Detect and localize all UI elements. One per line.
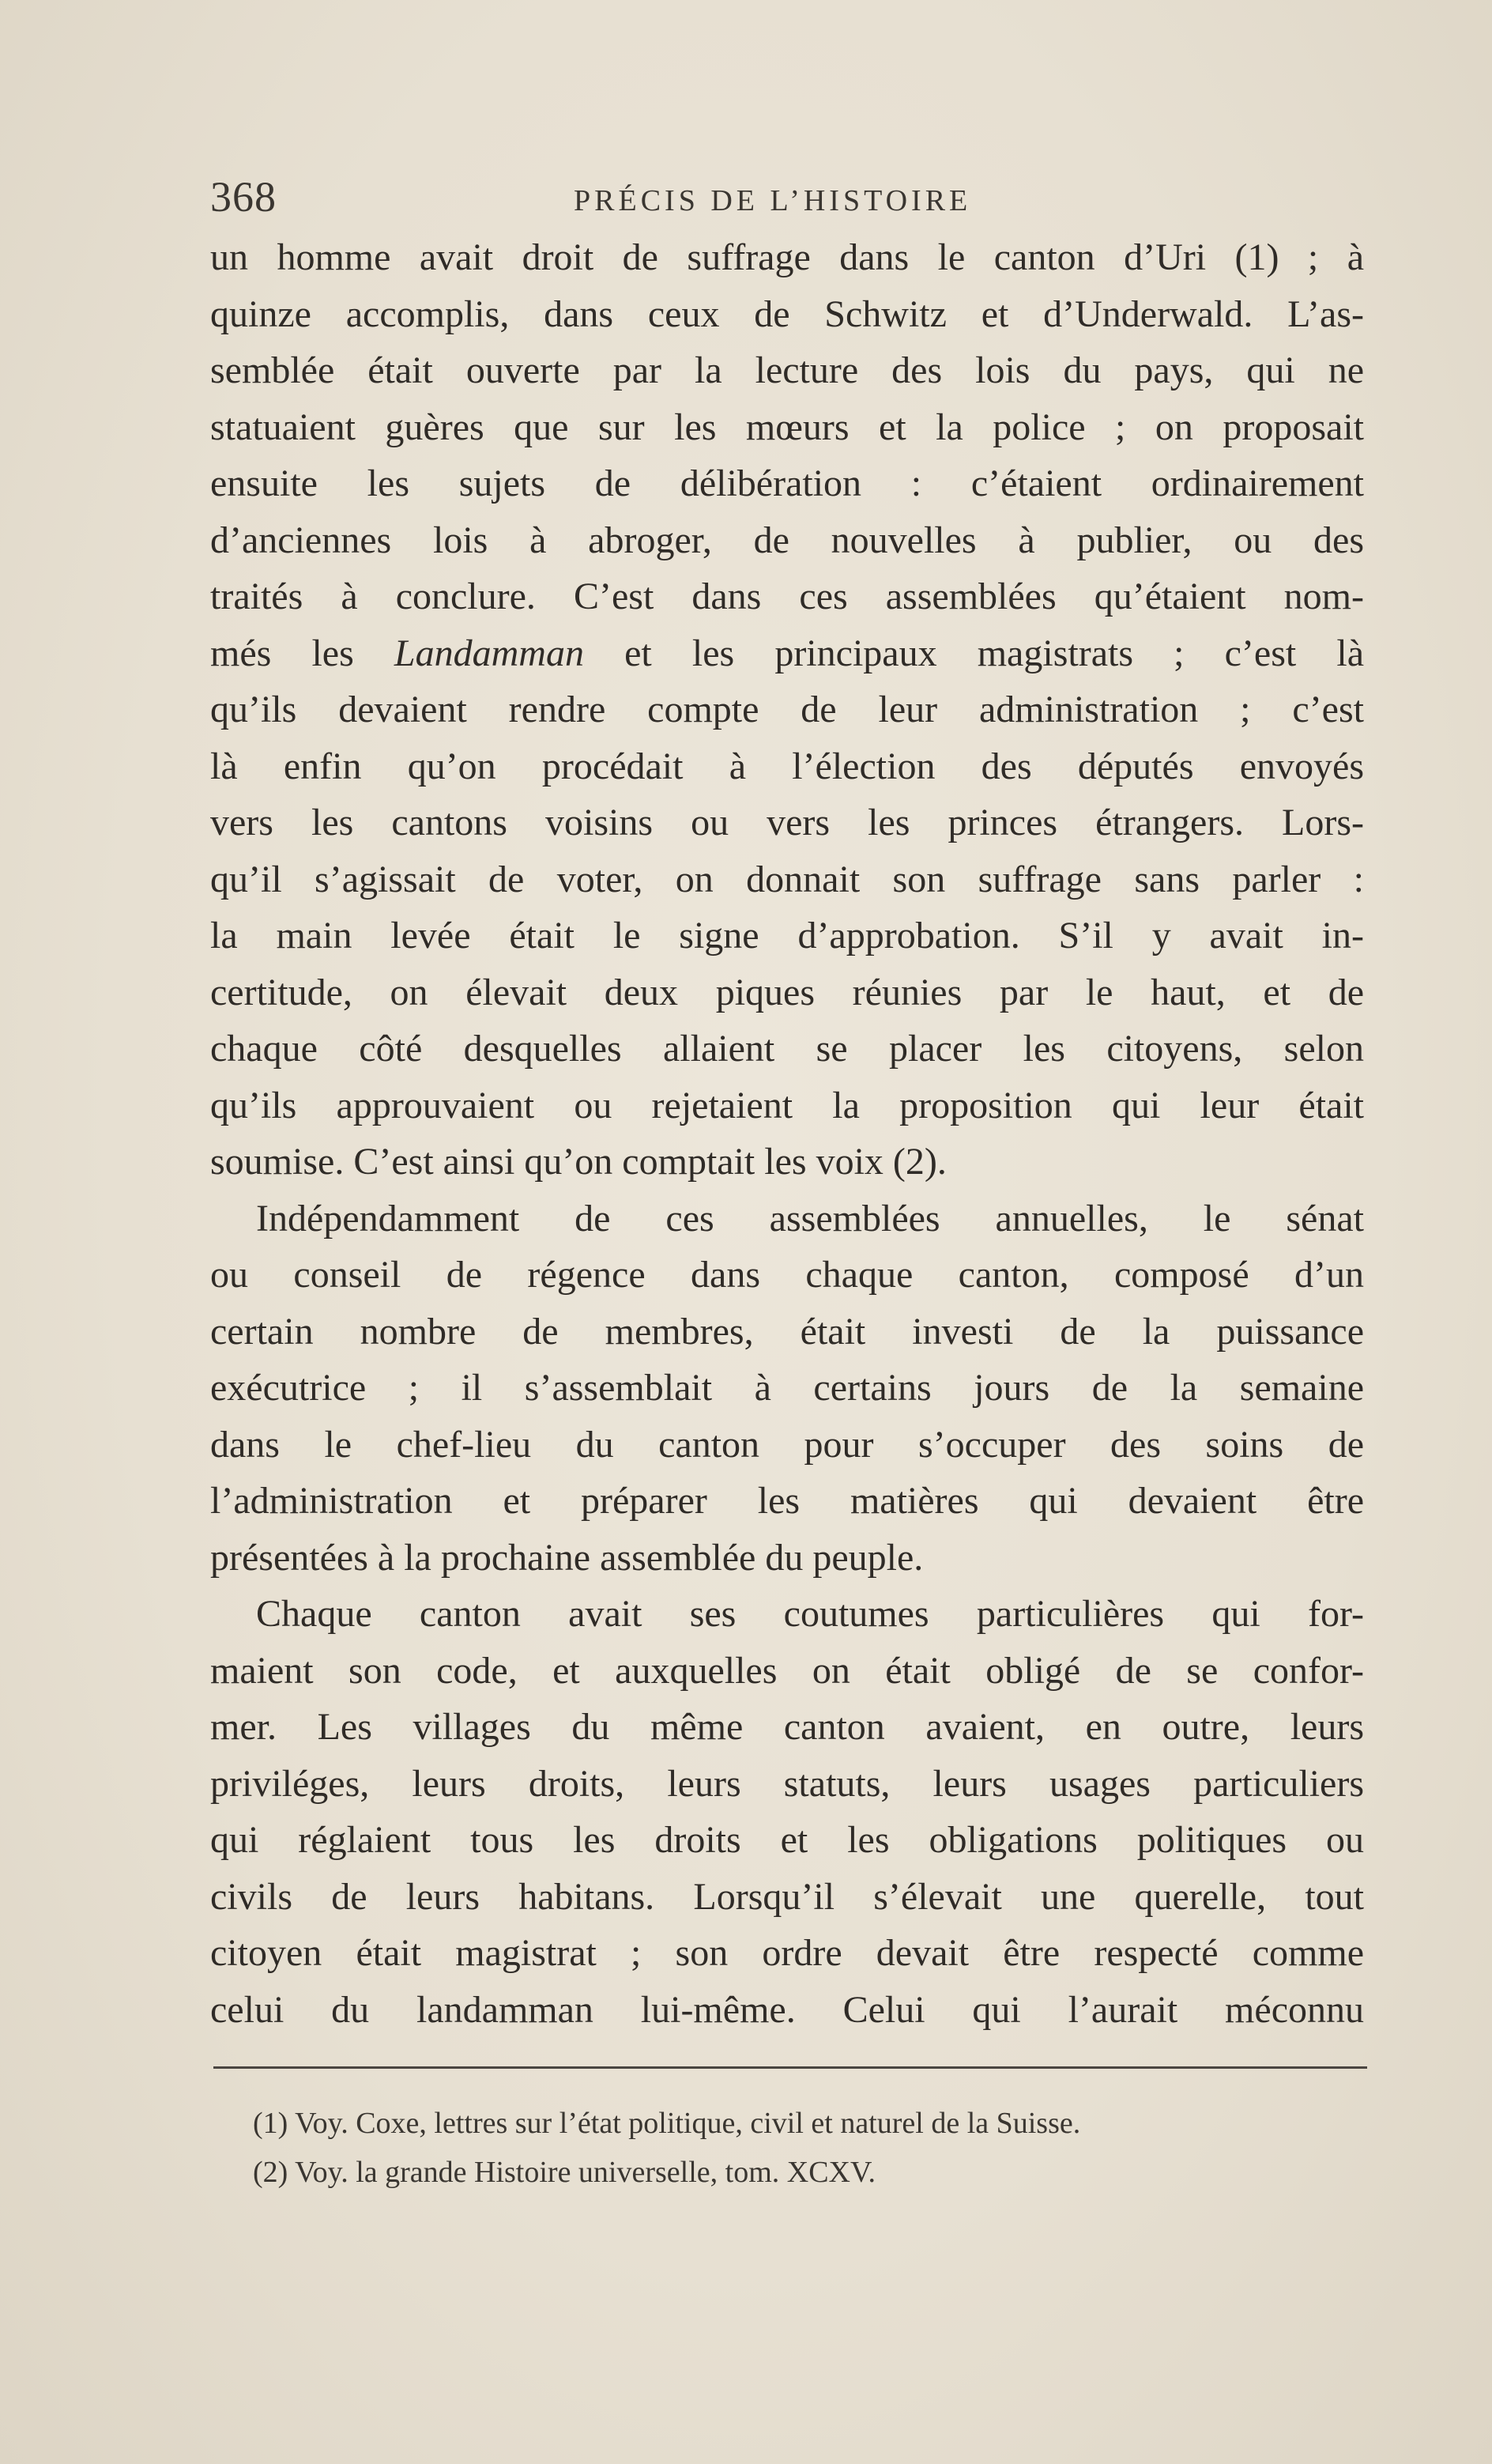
text-line: statuaient guères que sur les mœurs et la police ; on proposait: [210, 406, 1364, 448]
text-line: qu’ils approuvaient ou rejetaient la proposition qui leur était: [210, 1084, 1364, 1126]
text-line: ensuite les sujets de délibération : c’étaient ordinairement: [210, 462, 1364, 504]
page-number: 368: [210, 173, 277, 221]
text-line: l’administration et préparer les matières qui devaient être: [210, 1480, 1364, 1522]
text-line-paragraph-start: Chaque canton avait ses coutumes particulières qui for-: [256, 1593, 1364, 1635]
running-head: PRÉCIS DE L’HISTOIRE: [574, 184, 972, 217]
text-line: civils de leurs habitans. Lorsqu’il s’élevait une querelle, tout: [210, 1875, 1364, 1918]
text-segment: et les principaux magistrats ; c’est là: [624, 632, 1365, 674]
text-line: semblée était ouverte par la lecture des lois du pays, qui ne: [210, 349, 1364, 391]
text-line-paragraph-start: Indépendamment de ces assemblées annuelles, le sénat: [256, 1197, 1364, 1240]
text-line: présentées à la prochaine assemblée du peuple.: [210, 1536, 924, 1579]
text-line: un homme avait droit de suffrage dans le canton d’Uri (1) ; à: [210, 236, 1364, 278]
footnotes: [253, 2099, 1359, 2197]
text-segment: més les: [210, 632, 354, 674]
text-line: soumise. C’est ainsi qu’on comptait les voix (2).: [210, 1141, 947, 1183]
text-line: qu’il s’agissait de voter, on donnait son suffrage sans parler :: [210, 858, 1364, 900]
text-line: maient son code, et auxquelles on était obligé de se confor-: [210, 1649, 1364, 1692]
italic-term: Landamman: [394, 632, 584, 674]
text-line: certitude, on élevait deux piques réunies par le haut, et de: [210, 971, 1364, 1013]
page-header: [210, 172, 1372, 228]
text-line: qu’ils devaient rendre compte de leur administration ; c’est: [210, 689, 1364, 730]
text-line: priviléges, leurs droits, leurs statuts, leurs usages particuliers: [210, 1762, 1364, 1805]
text-line: certain nombre de membres, était investi de la puissance: [210, 1310, 1364, 1353]
text-line: vers les cantons voisins ou vers les princes étrangers. Lors-: [210, 802, 1364, 843]
text-line: mer. Les villages du même canton avaient, en outre, leurs: [210, 1706, 1364, 1748]
text-line: traités à conclure. C’est dans ces assemblées qu’étaient nom-: [210, 575, 1364, 617]
footnote-1: (1) Voy. Coxe, lettres sur l’état politique, civil et naturel de la Suisse.: [253, 2107, 1081, 2140]
text-line: qui réglaient tous les droits et les obligations politiques ou: [210, 1819, 1364, 1861]
text-line: citoyen était magistrat ; son ordre devait être respecté comme: [210, 1932, 1364, 1974]
text-line: quinze accomplis, dans ceux de Schwitz et d’Underwald. L’as-: [210, 292, 1364, 335]
text-line: la main levée était le signe d’approbation. S’il y avait in-: [210, 915, 1364, 957]
text-line-mixed: [210, 625, 1364, 682]
text-line: d’anciennes lois à abroger, de nouvelles à publier, ou des: [210, 519, 1364, 561]
text-line: là enfin qu’on procédait à l’élection des députés envoyés: [210, 745, 1364, 787]
footnote-2: (2) Voy. la grande Histoire universelle, tom. XCXV.: [253, 2156, 876, 2189]
text-line: chaque côté desquelles allaient se placer les citoyens, selon: [210, 1028, 1364, 1070]
text-line: dans le chef-lieu du canton pour s’occuper des soins de: [210, 1423, 1364, 1466]
text-line: ou conseil de régence dans chaque canton, composé d’un: [210, 1254, 1364, 1296]
footnote-rule: [213, 2066, 1367, 2069]
body-text: [210, 229, 1364, 2038]
text-line: celui du landamman lui-même. Celui qui l’aurait méconnu: [210, 1988, 1364, 2031]
text-line: exécutrice ; il s’assemblait à certains jours de la semaine: [210, 1367, 1364, 1409]
